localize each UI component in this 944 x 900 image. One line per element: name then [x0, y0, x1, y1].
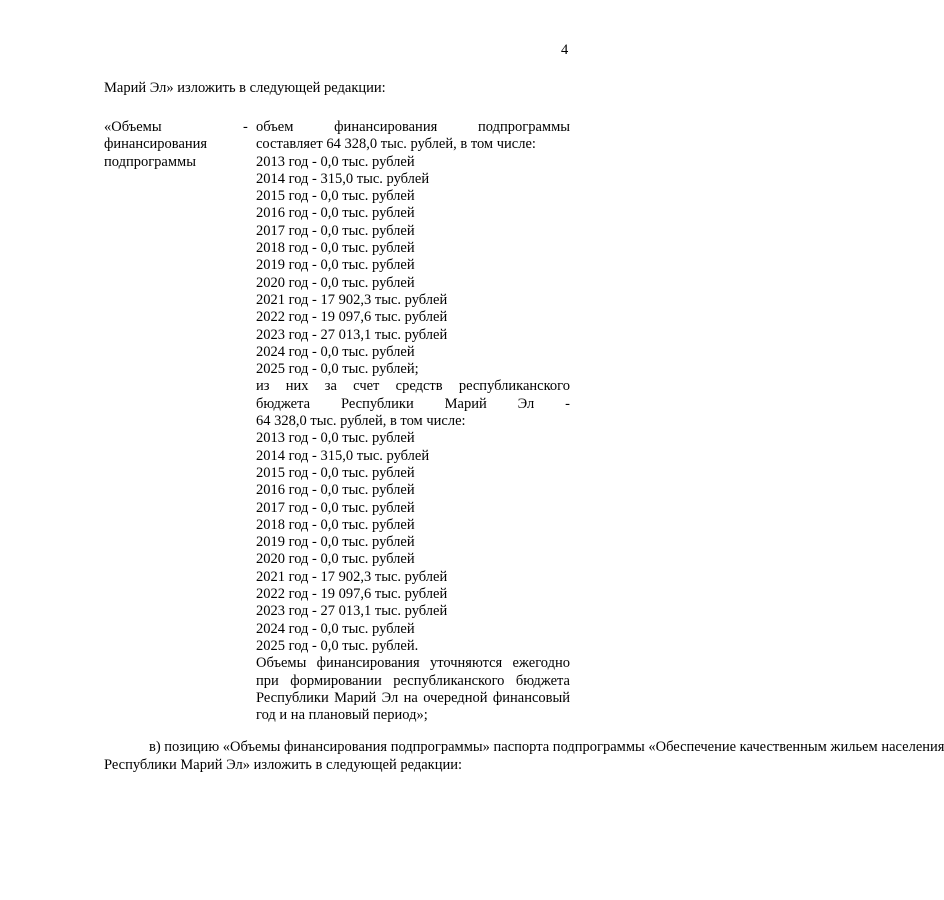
- budget-intro-line: из них за счет средств республиканского: [256, 378, 570, 395]
- year-line: 2022 год - 19 097,6 тыс. рублей: [256, 309, 448, 326]
- year-line: 2017 год - 0,0 тыс. рублей: [256, 222, 415, 239]
- year-line: 2024 год - 0,0 тыс. рублей: [256, 620, 415, 637]
- year-line: 2023 год - 27 013,1 тыс. рублей: [256, 603, 448, 620]
- intro-text: Марий Эл» изложить в следующей редакции:: [104, 80, 386, 96]
- passport-value: [256, 119, 570, 724]
- year-line: 2018 год - 0,0 тыс. рублей: [256, 240, 415, 257]
- year-line: 2014 год - 315,0 тыс. рублей: [256, 447, 430, 464]
- year-line: 2013 год - 0,0 тыс. рублей: [256, 430, 415, 447]
- year-line: 2022 год - 19 097,6 тыс. рублей: [256, 586, 448, 603]
- year-line: 2021 год - 17 902,3 тыс. рублей: [256, 291, 448, 308]
- finance-intro-line: объем финансирования подпрограммы: [256, 119, 570, 135]
- year-line: 2019 год - 0,0 тыс. рублей: [256, 257, 415, 274]
- year-line: 2018 год - 0,0 тыс. рублей: [256, 516, 415, 533]
- year-line: 2019 год - 0,0 тыс. рублей: [256, 534, 415, 551]
- years-list-total: [256, 154, 570, 379]
- footer-line: в) позицию «Объемы финансирования подпрограммы» паспорта подпрограммы «Обеспечение качественным жильем населения: [149, 739, 944, 755]
- year-line: 2016 год - 0,0 тыс. рублей: [256, 482, 415, 499]
- year-line: 2023 год - 27 013,1 тыс. рублей: [256, 326, 448, 343]
- year-line: 2024 год - 0,0 тыс. рублей: [256, 343, 415, 360]
- budget-intro-line: 64 328,0 тыс. рублей, в том числе:: [256, 413, 466, 430]
- dash-separator: -: [243, 119, 248, 135]
- passport-label: [104, 119, 234, 171]
- footer-line: Республики Марий Эл» изложить в следующей редакции:: [104, 757, 463, 773]
- page-number: 4: [561, 42, 569, 58]
- label-line: подпрограммы: [104, 153, 196, 170]
- year-line: 2016 год - 0,0 тыс. рублей: [256, 205, 415, 222]
- year-line: 2017 год - 0,0 тыс. рублей: [256, 499, 415, 516]
- closing-paragraph: Объемы финансирования уточняются ежегодно при формировании республиканского бюджета Республики Марий Эл на очередной финансовый год и на плановый период»;: [256, 655, 570, 724]
- budget-intro-line: бюджета Республики Марий Эл -: [256, 395, 570, 412]
- year-line: 2020 год - 0,0 тыс. рублей: [256, 274, 415, 291]
- year-line: 2015 год - 0,0 тыс. рублей: [256, 464, 415, 481]
- year-line: 2015 год - 0,0 тыс. рублей: [256, 188, 415, 205]
- year-line: 2025 год - 0,0 тыс. рублей;: [256, 361, 419, 378]
- years-list-budget: [256, 430, 570, 655]
- year-line: 2020 год - 0,0 тыс. рублей: [256, 551, 415, 568]
- year-line: 2013 год - 0,0 тыс. рублей: [256, 153, 415, 170]
- finance-intro-line: составляет 64 328,0 тыс. рублей, в том числе:: [256, 136, 536, 153]
- year-line: 2014 год - 315,0 тыс. рублей: [256, 170, 430, 187]
- label-line: «Объемы: [104, 119, 162, 135]
- year-line: 2025 год - 0,0 тыс. рублей.: [256, 637, 419, 654]
- footer-paragraph: [104, 738, 944, 774]
- label-line: финансирования: [104, 136, 208, 153]
- year-line: 2021 год - 17 902,3 тыс. рублей: [256, 568, 448, 585]
